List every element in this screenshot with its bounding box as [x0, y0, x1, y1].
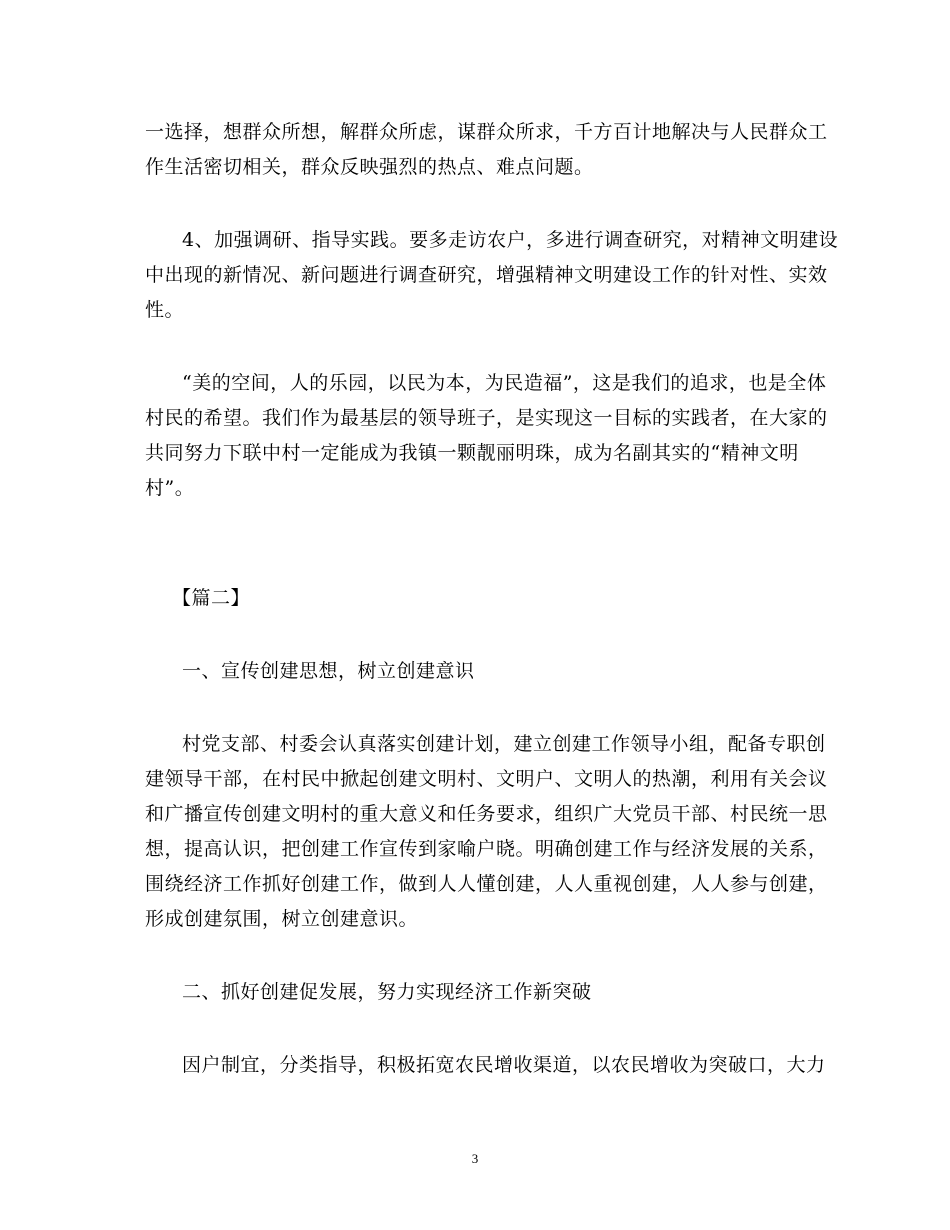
paragraph-1-line-1: 一选择，想群众所想，解群众所虑，谋群众所求，千方百计地解决与人民群众工 — [145, 121, 828, 143]
paragraph-3-line-1: “美的空间，人的乐园，以民为本，为民造福”，这是我们的追求，也是全体 — [182, 372, 827, 394]
page-number: 3 — [471, 1151, 479, 1166]
paragraph-4-line-3: 和广播宣传创建文明村的重大意义和任务要求，组织广大党员干部、村民统一思 — [145, 803, 828, 825]
paragraph-1-line-2: 作生活密切相关，群众反映强烈的热点、难点问题。 — [145, 156, 594, 178]
paragraph-4-line-2: 建领导干部，在村民中掀起创建文明村、文明户、文明人的热潮，利用有关会议 — [145, 768, 828, 790]
paragraph-4-line-6: 形成创建氛围，树立创建意识。 — [145, 908, 419, 930]
section-title: 【篇二】 — [172, 587, 251, 609]
paragraph-2-line-3: 性。 — [145, 299, 185, 321]
paragraph-5-line-1: 因户制宜，分类指导，积极拓宽农民增收渠道，以农民增收为突破口，大力 — [182, 1054, 826, 1076]
paragraph-3-line-3: 共同努力下联中村一定能成为我镇一颗靓丽明珠，成为名副其实的“精神文明 — [145, 442, 799, 464]
paragraph-4-line-1: 村党支部、村委会认真落实创建计划，建立创建工作领导小组，配备专职创 — [182, 733, 826, 755]
paragraph-3-line-4: 村”。 — [145, 477, 195, 499]
paragraph-4-line-4: 想，提高认识，把创建工作宣传到家喻户晓。明确创建工作与经济发展的关系， — [145, 838, 828, 860]
paragraph-2-line-1: 4、加强调研、指导实践。要多走访农户，多进行调查研究，对精神文明建设 — [182, 229, 839, 251]
paragraph-3-line-2: 村民的希望。我们作为最基层的领导班子，是实现这一目标的实践者，在大家的 — [145, 407, 828, 429]
paragraph-4-line-5: 围绕经济工作抓好创建工作，做到人人懂创建，人人重视创建，人人参与创建， — [145, 873, 828, 895]
heading-2: 二、抓好创建促发展，努力实现经济工作新突破 — [182, 981, 592, 1003]
heading-1: 一、宣传创建思想，树立创建意识 — [182, 660, 475, 682]
paragraph-2-line-2: 中出现的新情况、新问题进行调查研究，增强精神文明建设工作的针对性、实效 — [145, 264, 828, 286]
